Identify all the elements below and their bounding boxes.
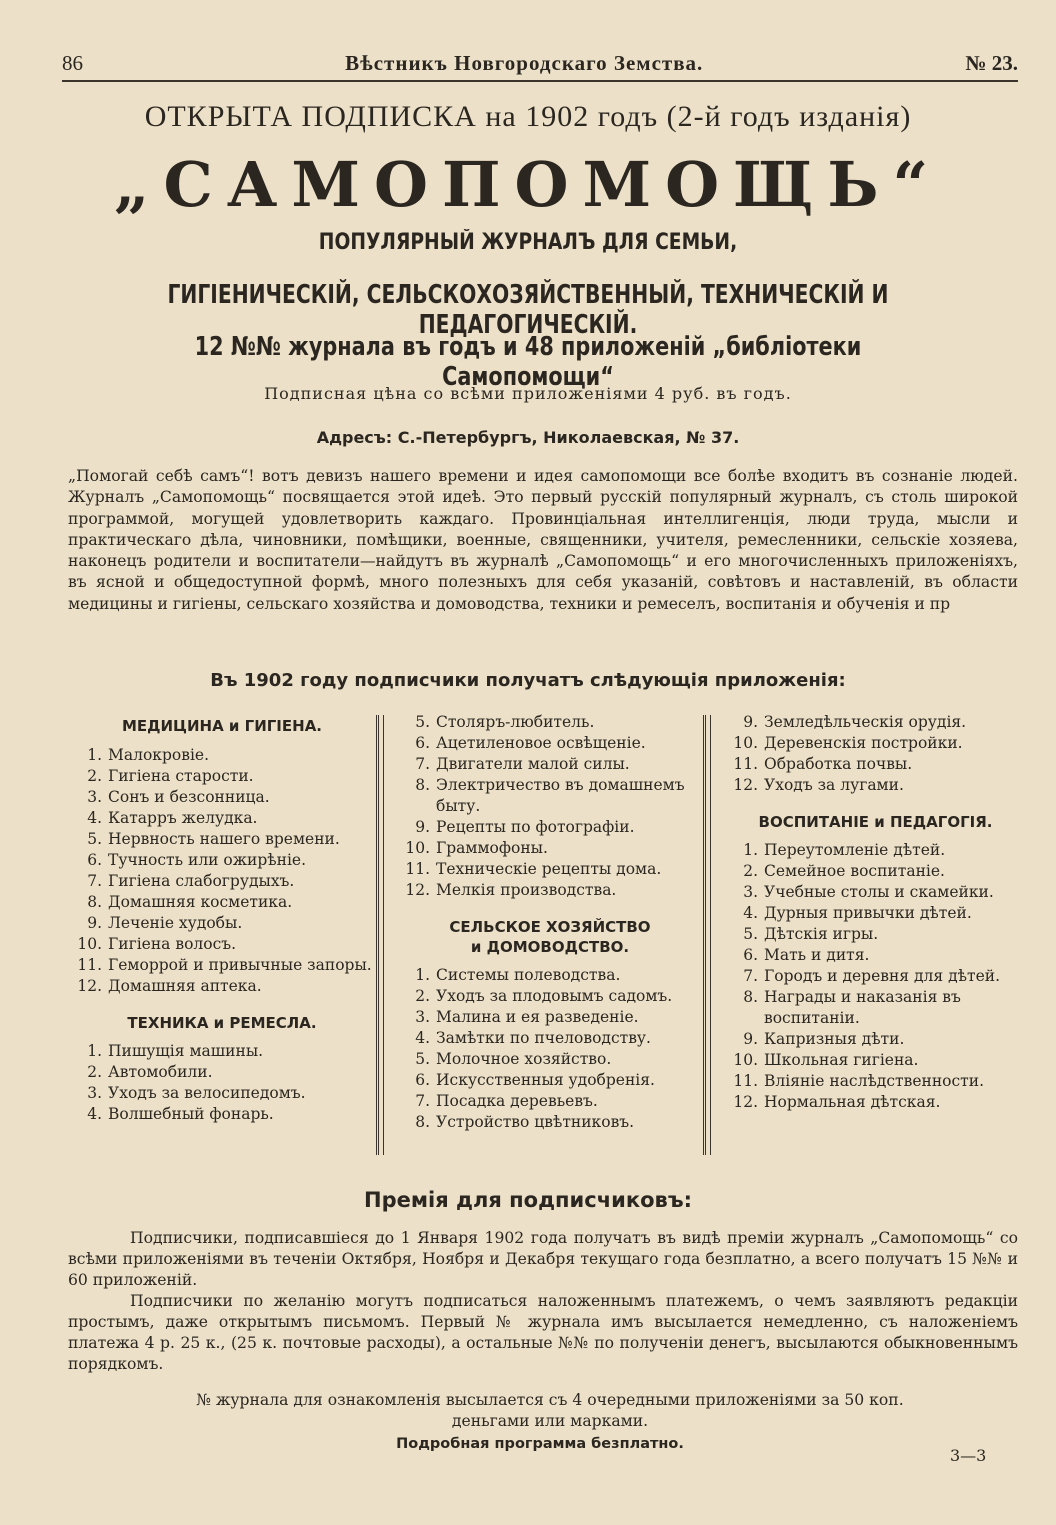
list-item: [400, 1112, 700, 1133]
list-item: [72, 766, 372, 787]
item-text: Мать и дитя.: [764, 946, 870, 964]
list-item: [728, 861, 1023, 882]
list-item: [72, 934, 372, 955]
item-number: 4.: [415, 1029, 430, 1047]
item-text: Гигіена старости.: [108, 767, 254, 785]
list-item: [72, 976, 372, 997]
list-agriculture: [400, 965, 700, 1133]
item-number: 3.: [87, 788, 102, 806]
list-item: [728, 882, 1023, 903]
sample-issue-note: [100, 1390, 1000, 1432]
item-number: 5.: [415, 1050, 430, 1068]
item-text: Катарръ желудка.: [108, 809, 258, 827]
list-item: [728, 1071, 1023, 1092]
item-text: Обработка почвы.: [764, 755, 913, 773]
item-number: 9.: [87, 914, 102, 932]
item-number: 1.: [743, 841, 758, 859]
item-number: 9.: [415, 818, 430, 836]
program-note: Подробная программа безплатно.: [396, 1436, 684, 1452]
item-number: 2.: [87, 1063, 102, 1081]
item-text: Нормальная дѣтская.: [764, 1093, 941, 1111]
list-item: [400, 1028, 700, 1049]
item-number: 10.: [733, 734, 758, 752]
list-item: [72, 745, 372, 766]
list-technics-continued: [400, 712, 700, 901]
item-text: Искусственныя удобренія.: [436, 1071, 655, 1089]
premium-heading: Премія для подписчиковъ:: [364, 1188, 692, 1212]
item-number: 6.: [87, 851, 102, 869]
item-text: Леченіе худобы.: [108, 914, 243, 932]
list-item: [728, 840, 1023, 861]
list-item: [400, 1049, 700, 1070]
item-number: 2.: [87, 767, 102, 785]
journal-title: Вѣстникъ Новгородскаго Земства.: [345, 51, 704, 75]
sample-note-line1: № журнала для ознакомленія высылается съ 4 очередными приложеніями за 50 коп.: [196, 1391, 904, 1409]
item-text: Электричество въ домашнемъ быту.: [436, 776, 685, 815]
item-text: Домашняя аптека.: [108, 977, 262, 995]
list-item: [72, 787, 372, 808]
item-number: 8.: [743, 988, 758, 1006]
list-item: [72, 850, 372, 871]
list-item: [728, 754, 1023, 775]
item-text: Дѣтскія игры.: [764, 925, 879, 943]
premium-paragraph-2: Подписчики по желанію могутъ подписаться наложеннымъ платежемъ, о чемъ заявляютъ редакціи простымъ, даже открытымъ письмомъ. Первый № журнала имъ высылается немедленно, съ наложеніемъ платежа 4 р. 25 к., (25 к. почтовые расходы), а остальные №№ по полученіи денегъ, высылаются обыкновеннымъ порядкомъ.: [68, 1292, 1018, 1373]
item-number: 1.: [87, 746, 102, 764]
running-header: [62, 42, 1018, 82]
item-number: 3.: [87, 1084, 102, 1102]
list-item: [728, 775, 1023, 796]
list-item: [400, 1070, 700, 1091]
list-item: [72, 829, 372, 850]
item-number: 12.: [77, 977, 102, 995]
list-technics: [72, 1041, 372, 1125]
intro-paragraph: „Помогай себѣ самъ“! вотъ девизъ нашего времени и идея самопомощи все болѣе входитъ въ сознаніе людей. Журналъ „Самопомощь“ посвящается этой идеѣ. Это первый русскій популярный журналъ, съ столь широкой программой, могущей удовлетворить каждаго. Провинціальная интеллигенція, люди труда, мысли и практическаго дѣла, чиновники, помѣщики, военные, священники, учителя, ремесленники, сельскіе хозяева, наконецъ родители и воспитатели—найдутъ въ журналѣ „Самопомощь“ и его многочисленныхъ приложеніяхъ, въ ясной и общедоступной формѣ, много полезныхъ для себя указаній, совѣтовъ и наставленій, въ области медицины и гигіены, сельскаго хозяйства и домоводства, техники и ремеселъ, воспитанія и обученія и пр: [68, 467, 1018, 613]
column-divider: [703, 715, 711, 1155]
item-text: Гигіена слабогрудыхъ.: [108, 872, 295, 890]
list-item: [400, 817, 700, 838]
item-number: 6.: [743, 946, 758, 964]
item-number: 10.: [405, 839, 430, 857]
list-item: [728, 733, 1023, 754]
item-text: Малокровіе.: [108, 746, 210, 764]
item-text: Автомобили.: [108, 1063, 213, 1081]
item-number: 5.: [87, 830, 102, 848]
agriculture-heading-line1: СЕЛЬСКОЕ ХОЗЯЙСТВО: [449, 918, 651, 936]
list-item: [400, 965, 700, 986]
list-agriculture-continued: [728, 712, 1023, 796]
item-number: 11.: [733, 1072, 758, 1090]
journal-name: „САМОПОМОЩЬ“: [113, 148, 943, 221]
item-number: 12.: [733, 776, 758, 794]
list-item: [400, 754, 700, 775]
item-number: 4.: [743, 904, 758, 922]
item-number: 3.: [415, 1008, 430, 1026]
item-text: Вліяніе наслѣдственности.: [764, 1072, 985, 1090]
item-text: Уходъ за велосипедомъ.: [108, 1084, 306, 1102]
item-text: Дурныя привычки дѣтей.: [764, 904, 972, 922]
item-number: 5.: [415, 713, 430, 731]
item-number: 10.: [77, 935, 102, 953]
list-item: [728, 945, 1023, 966]
list-item: [728, 903, 1023, 924]
item-number: 7.: [87, 872, 102, 890]
item-text: Переутомленіе дѣтей.: [764, 841, 946, 859]
premium-paragraph-1: Подписчики, подписавшіеся до 1 Января 1902 года получатъ въ видѣ преміи журналъ „Самопомощь“ со всѣми приложеніями въ теченіи Октября, Ноября и Декабря текущаго года безплатно, а всего получатъ 15 №№ и 60 приложеній.: [68, 1229, 1018, 1289]
item-text: Техническіе рецепты дома.: [436, 860, 662, 878]
item-text: Награды и наказанія въ воспитаніи.: [764, 988, 961, 1027]
appendices-heading: Въ 1902 году подписчики получатъ слѣдующія приложенія:: [210, 670, 846, 691]
item-text: Малина и ея разведеніе.: [436, 1008, 639, 1026]
item-number: 7.: [743, 967, 758, 985]
item-text: Тучность или ожирѣніе.: [108, 851, 307, 869]
item-text: Двигатели малой силы.: [436, 755, 630, 773]
item-text: Мелкія производства.: [436, 881, 617, 899]
item-text: Земледѣльческія орудія.: [764, 713, 967, 731]
item-text: Уходъ за плодовымъ садомъ.: [436, 987, 673, 1005]
item-number: 10.: [733, 1051, 758, 1069]
item-text: Рецепты по фотографіи.: [436, 818, 635, 836]
item-number: 1.: [415, 966, 430, 984]
item-text: Столяръ-любитель.: [436, 713, 595, 731]
item-text: Сонъ и безсонница.: [108, 788, 270, 806]
list-item: [72, 913, 372, 934]
item-number: 3.: [743, 883, 758, 901]
subscription-price: Подписная цѣна со всѣми приложеніями 4 руб. въ годъ.: [264, 384, 792, 403]
item-text: Пишущія машины.: [108, 1042, 264, 1060]
column-divider: [376, 715, 384, 1155]
item-text: Гигіена волосъ.: [108, 935, 237, 953]
item-text: Городъ и деревня для дѣтей.: [764, 967, 1001, 985]
list-pedagogy: [728, 840, 1023, 1113]
item-number: 8.: [415, 776, 430, 794]
item-text: Волшебный фонарь.: [108, 1105, 274, 1123]
list-item: [728, 712, 1023, 733]
sample-note-line2: деньгами или марками.: [451, 1412, 649, 1430]
item-text: Школьная гигіена.: [764, 1051, 919, 1069]
list-item: [728, 1029, 1023, 1050]
list-item: [72, 1041, 372, 1062]
item-number: 7.: [415, 1092, 430, 1110]
list-item: [728, 966, 1023, 987]
section-heading-technics: ТЕХНИКА и РЕМЕСЛА.: [127, 1014, 317, 1032]
list-item: [72, 871, 372, 892]
list-item: [728, 1050, 1023, 1071]
item-number: 1.: [87, 1042, 102, 1060]
item-number: 8.: [415, 1113, 430, 1131]
item-text: Уходъ за лугами.: [764, 776, 904, 794]
list-item: [400, 1007, 700, 1028]
item-number: 2.: [415, 987, 430, 1005]
section-heading-medicine: МЕДИЦИНА и ГИГІЕНА.: [121, 717, 323, 735]
list-item: [72, 955, 372, 976]
list-item: [400, 859, 700, 880]
item-text: Граммофоны.: [436, 839, 548, 857]
list-item: [72, 1062, 372, 1083]
subscription-open-line: ОТКРЫТА ПОДПИСКА на 1902 годъ (2-й годъ изданія): [144, 100, 912, 133]
list-item: [400, 733, 700, 754]
item-number: 11.: [405, 860, 430, 878]
item-text: Системы полеводства.: [436, 966, 621, 984]
list-item: [400, 1091, 700, 1112]
list-item: [400, 880, 700, 901]
column-middle: [400, 712, 700, 1133]
address: Адресъ: С.-Петербургъ, Николаевская, № 37.: [316, 428, 740, 447]
list-item: [72, 808, 372, 829]
list-item: [400, 712, 700, 733]
item-number: 11.: [733, 755, 758, 773]
item-number: 5.: [743, 925, 758, 943]
list-item: [728, 924, 1023, 945]
list-item: [728, 987, 1023, 1029]
list-medicine: [72, 745, 372, 997]
column-left: [72, 712, 372, 1125]
item-text: Ацетиленовое освѣщеніе.: [436, 734, 646, 752]
item-text: Молочное хозяйство.: [436, 1050, 612, 1068]
issue-number: № 23.: [965, 51, 1018, 75]
list-item: [400, 775, 700, 817]
item-number: 6.: [415, 734, 430, 752]
item-text: Домашняя косметика.: [108, 893, 293, 911]
section-heading-pedagogy: ВОСПИТАНІЕ и ПЕДАГОГІЯ.: [758, 813, 993, 831]
list-item: [728, 1092, 1023, 1113]
item-number: 7.: [415, 755, 430, 773]
list-item: [400, 986, 700, 1007]
item-number: 8.: [87, 893, 102, 911]
item-text: Семейное воспитаніе.: [764, 862, 945, 880]
item-number: 12.: [405, 881, 430, 899]
column-right: [728, 712, 1023, 1113]
item-number: 9.: [743, 1030, 758, 1048]
item-text: Устройство цвѣтниковъ.: [436, 1113, 635, 1131]
list-item: [72, 1104, 372, 1125]
subtitle-issues: 12 №№ журнала въ годъ и 48 приложеній „библіотеки Самопомощи“: [194, 332, 862, 392]
agriculture-heading-line2: и ДОМОВОДСТВО.: [470, 938, 630, 956]
item-text: Нервность нашего времени.: [108, 830, 340, 848]
premium-text: [68, 1228, 1018, 1375]
item-text: Геморрой и привычные запоры.: [108, 956, 372, 974]
page-number: 86: [62, 51, 83, 75]
subtitle-popular: ПОПУЛЯРНЫЙ ЖУРНАЛЪ ДЛЯ СЕМЬИ,: [318, 230, 738, 255]
item-text: Капризныя дѣти.: [764, 1030, 905, 1048]
item-number: 12.: [733, 1093, 758, 1111]
section-heading-agriculture: [400, 917, 700, 957]
item-number: 6.: [415, 1071, 430, 1089]
item-number: 4.: [87, 809, 102, 827]
item-number: 9.: [743, 713, 758, 731]
insertion-mark: 3—3: [950, 1446, 987, 1465]
item-text: Замѣтки по пчеловодству.: [436, 1029, 651, 1047]
item-number: 11.: [77, 956, 102, 974]
list-item: [72, 1083, 372, 1104]
item-number: 4.: [87, 1105, 102, 1123]
item-text: Учебные столы и скамейки.: [764, 883, 994, 901]
item-text: Посадка деревьевъ.: [436, 1092, 598, 1110]
list-item: [72, 892, 372, 913]
list-item: [400, 838, 700, 859]
item-number: 2.: [743, 862, 758, 880]
item-text: Деревенскія постройки.: [764, 734, 963, 752]
subtitle-types: ГИГІЕНИЧЕСКІЙ, СЕЛЬСКОХОЗЯЙСТВЕННЫЙ, ТЕХНИЧЕСКІЙ И ПЕДАГОГИЧЕСКІЙ.: [167, 280, 889, 340]
